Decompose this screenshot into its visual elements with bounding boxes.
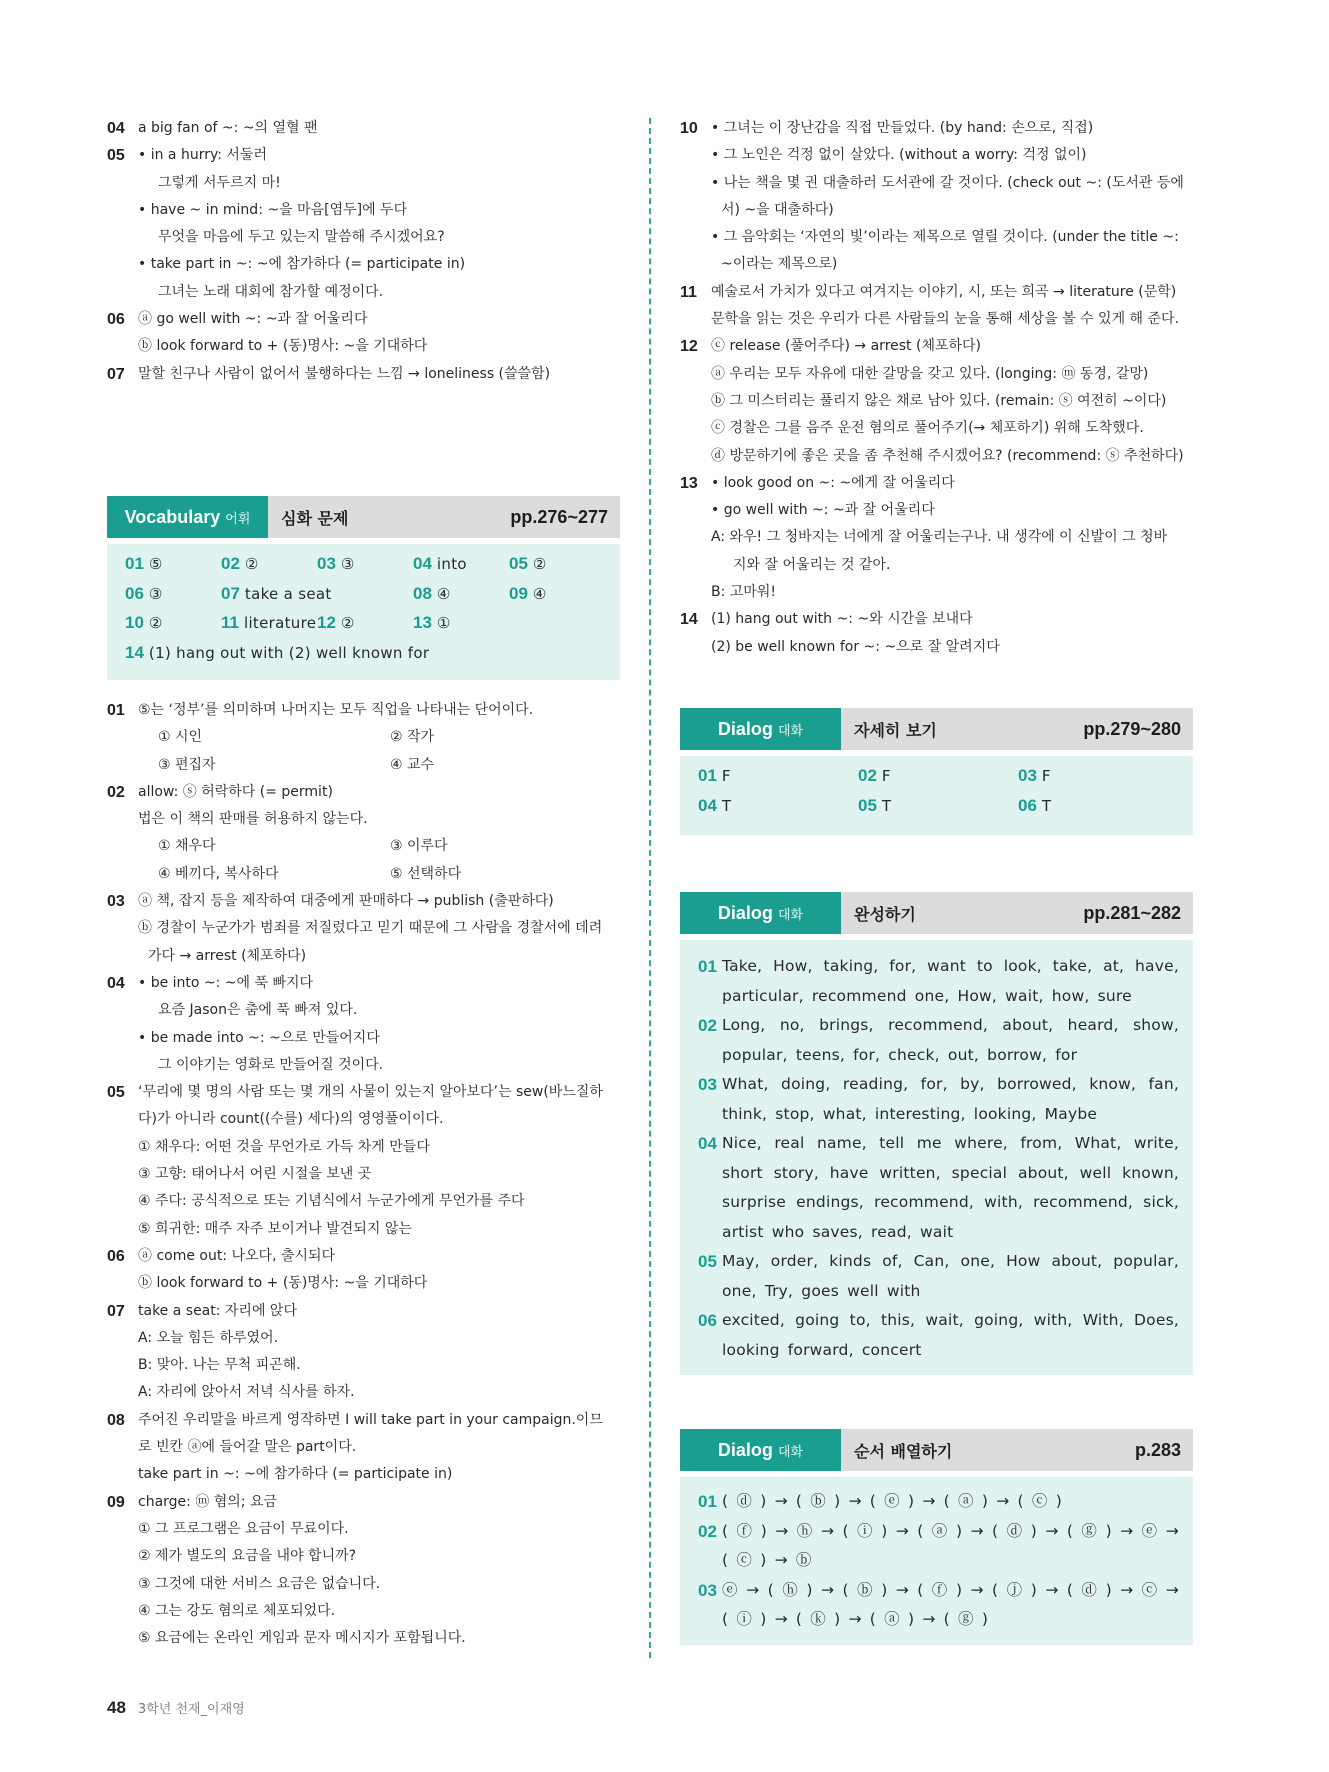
answer-line bbox=[138, 752, 622, 779]
answer-lines bbox=[138, 888, 622, 970]
dialog-complete-text: excited, going to, this, wait, going, with, With, Does, looking forward, concert bbox=[722, 1311, 1179, 1359]
dialog-order-text: ( ⓓ ) → ( ⓑ ) → ( ⓔ ) → ( ⓐ ) → ( ⓒ ) bbox=[722, 1492, 1063, 1510]
dialog-detail-number: 06 bbox=[1018, 795, 1037, 815]
vocab-answer-number: 05 bbox=[509, 554, 528, 573]
dialog-detail-value: T bbox=[881, 796, 892, 815]
answer-line: ⓑ look forward to + (동)명사: ~을 기대하다 bbox=[138, 1275, 428, 1292]
answer-line: (1) hang out with ~: ~와 시간을 보내다 bbox=[711, 611, 973, 628]
vocab-answer-number: 10 bbox=[125, 613, 144, 632]
vocab-section-tab bbox=[107, 496, 268, 538]
dialog-complete-tab-sublabel: 대화 bbox=[777, 907, 804, 923]
vocab-section bbox=[107, 496, 620, 680]
vocab-answer-value: ① bbox=[436, 614, 451, 632]
answer-line: ⓐ come out: 나오다, 출시되다 bbox=[138, 1247, 336, 1264]
answer-line: ⓐ 우리는 모두 자유에 대한 갈망을 갖고 있다. (longing: ⓜ 동경, 갈망) bbox=[711, 365, 1149, 382]
answer-line: ⓑ 그 미스터리는 풀리지 않은 채로 남아 있다. (remain: ⓢ 여전히 ~이다) bbox=[711, 392, 1167, 409]
vocab-answer-number: 04 bbox=[413, 554, 432, 573]
vocab-answer bbox=[125, 613, 163, 633]
vocab-answer-number: 07 bbox=[221, 583, 240, 603]
vocab-answer-value: ② bbox=[532, 555, 547, 573]
answer-line: (2) be well known for ~: ~으로 잘 알려지다 bbox=[711, 638, 1000, 655]
answer-line: ③ 그것에 대한 서비스 요금은 없습니다. bbox=[138, 1575, 381, 1592]
answer-choice: ④ 교수 bbox=[390, 756, 435, 773]
dialog-complete-text: Long, no, brings, recommend, about, heard, show, popular, teens, for, check, out, borrow, for bbox=[722, 1016, 1179, 1064]
answer-lines bbox=[711, 333, 1195, 469]
dialog-detail-answer bbox=[698, 796, 858, 816]
vocab-section-pages: pp.276~277 bbox=[510, 506, 608, 527]
dialog-complete-entry bbox=[698, 1129, 1179, 1247]
answer-entry bbox=[680, 115, 1195, 279]
answer-line: 그 이야기는 영화로 만들어질 것이다. bbox=[158, 1056, 384, 1073]
vocab-answer-number: 01 bbox=[125, 554, 144, 573]
vocab-answer bbox=[221, 554, 259, 574]
dialog-order-answer-box bbox=[680, 1477, 1193, 1645]
answer-number: 05 bbox=[107, 1084, 125, 1102]
answer-entry bbox=[107, 306, 622, 361]
dialog-detail-header bbox=[680, 708, 1193, 750]
answer-line: • 그 음악회는 ‘자연의 빛’이라는 제목으로 열릴 것이다. (under the title ~: bbox=[711, 229, 1179, 246]
answer-number: 13 bbox=[680, 474, 698, 492]
vocab-answer bbox=[221, 613, 316, 633]
dialog-detail-title: 자세히 보기 bbox=[854, 720, 937, 740]
answer-lines bbox=[138, 1407, 622, 1489]
answer-line: ⑤는 ‘정부’를 의미하며 나머지는 모두 직업을 나타내는 단어이다. bbox=[138, 702, 534, 718]
vocab-answer-value: into bbox=[436, 555, 467, 573]
vocab-section-header bbox=[107, 496, 620, 538]
dialog-complete-pages: pp.281~282 bbox=[1083, 902, 1181, 923]
dialog-complete-text: What, doing, reading, for, by, borrowed, know, fan, think, stop, what, interesting, looking, Maybe bbox=[722, 1075, 1179, 1123]
answer-line: • have ~ in mind: ~을 마음[염두]에 두다 bbox=[138, 201, 408, 218]
vocab-answer bbox=[509, 554, 547, 574]
dialog-order-text: ⓔ → ( ⓗ ) → ( ⓑ ) → ( ⓕ ) → ( ⓙ ) → ( ⓓ ) → ⓒ → ( ⓘ ) → ( ⓚ ) → ( ⓐ ) → ( ⓖ ) bbox=[722, 1580, 1179, 1628]
answer-entry bbox=[680, 279, 1195, 334]
answer-choice: ③ 이루다 bbox=[390, 838, 448, 855]
vocab-tab-sublabel: 어휘 bbox=[225, 511, 251, 527]
answer-entry bbox=[107, 1079, 622, 1243]
answer-line: • look good on ~: ~에게 잘 어울리다 bbox=[711, 474, 955, 491]
answer-number: 07 bbox=[107, 1302, 125, 1320]
answer-entry bbox=[107, 888, 622, 970]
answer-line: ⓓ 방문하기에 좋은 곳을 좀 추천해 주시겠어요? (recommend: ⓢ 추천하다) bbox=[711, 447, 1184, 464]
vocab-answer-value: ② bbox=[340, 614, 355, 632]
dialog-order-title: 순서 배열하기 bbox=[854, 1441, 953, 1461]
answer-number: 08 bbox=[107, 1411, 125, 1429]
answer-line bbox=[138, 724, 622, 751]
dialog-order-header bbox=[680, 1429, 1193, 1471]
answer-number: 10 bbox=[680, 120, 698, 137]
answer-lines bbox=[138, 697, 622, 779]
dialog-detail-value: F bbox=[881, 767, 891, 785]
dialog-complete-text: Take, How, taking, for, want to look, take, at, have, particular, recommend one, How, wait, how, sure bbox=[722, 957, 1179, 1005]
vocab-answer bbox=[413, 584, 451, 604]
answer-choice: ① 채우다 bbox=[158, 838, 216, 855]
answer-lines bbox=[138, 1243, 622, 1298]
vocab-answer-value: ④ bbox=[532, 584, 547, 603]
vocab-answer bbox=[413, 613, 451, 633]
vocab-answer bbox=[317, 554, 355, 574]
answer-number: 04 bbox=[107, 120, 125, 137]
answer-number: 06 bbox=[107, 311, 125, 329]
answer-number: 12 bbox=[680, 338, 698, 356]
dialog-detail-tab bbox=[680, 708, 841, 750]
answer-line: • go well with ~: ~과 잘 어울리다 bbox=[711, 502, 935, 519]
answer-number: 04 bbox=[107, 974, 125, 992]
vocab-answer bbox=[317, 613, 355, 633]
dialog-order-pages: p.283 bbox=[1134, 1439, 1181, 1460]
dialog-detail-section bbox=[680, 708, 1193, 835]
vocab-answer-number: 13 bbox=[413, 613, 432, 632]
answer-entry bbox=[107, 970, 622, 1079]
answer-lines bbox=[138, 1489, 622, 1653]
answer-line: ⓐ 책, 잡지 등을 제작하여 대중에게 판매하다 → publish (출판하다) bbox=[138, 893, 554, 910]
answer-entry bbox=[107, 1243, 622, 1298]
dialog-complete-number: 02 bbox=[698, 1016, 717, 1035]
answer-line: ‘무리에 몇 명의 사람 또는 몇 개의 사물이 있는지 알아보다’는 sew(바느질하 bbox=[138, 1084, 603, 1101]
answer-choice: ③ 편집자 bbox=[158, 756, 216, 773]
vocab-row bbox=[125, 584, 606, 614]
answer-lines bbox=[711, 606, 1195, 661]
answer-line: • 그녀는 이 장난감을 직접 만들었다. (by hand: 손으로, 직접) bbox=[711, 120, 1094, 136]
answer-line: • 나는 책을 몇 권 대출하러 도서관에 갈 것이다. (check out ~: (도서관 등에 bbox=[711, 174, 1184, 191]
answer-lines bbox=[138, 1298, 622, 1407]
answer-entry bbox=[107, 115, 622, 142]
answer-line: 그렇게 서두르지 마! bbox=[158, 174, 281, 191]
answer-number: 07 bbox=[107, 365, 125, 383]
answer-line: 무엇을 마음에 두고 있는지 말씀해 주시겠어요? bbox=[158, 229, 445, 246]
answer-line: take a seat: 자리에 앉다 bbox=[138, 1302, 297, 1319]
answer-entry bbox=[107, 1407, 622, 1489]
dialog-detail-value: F bbox=[1041, 767, 1051, 785]
answer-line: 다)가 아니라 count((수를) 세다)의 영영풀이이다. bbox=[138, 1111, 444, 1128]
dialog-detail-value: F bbox=[721, 767, 731, 785]
answer-line bbox=[138, 861, 622, 888]
answer-line: 예술로서 가치가 있다고 여겨지는 이야기, 시, 또는 희곡 → literature (문학) bbox=[711, 283, 1177, 300]
answer-line: A: 자리에 앉아서 저녁 식사를 하자. bbox=[138, 1384, 355, 1401]
answer-line: • in a hurry: 서둘러 bbox=[138, 147, 267, 164]
answer-line: a big fan of ~: ~의 열혈 팬 bbox=[138, 120, 318, 136]
dialog-complete-number: 04 bbox=[698, 1134, 717, 1153]
answer-entry bbox=[107, 361, 622, 388]
dialog-complete-number: 01 bbox=[698, 957, 717, 976]
dialog-detail-tab-sublabel: 대화 bbox=[777, 723, 804, 739]
dialog-detail-number: 04 bbox=[698, 795, 717, 815]
answer-line: 가다 → arrest (체포하다) bbox=[148, 947, 307, 964]
answer-line: 문학을 읽는 것은 우리가 다른 사람들의 눈을 통해 세상을 볼 수 있게 해 준다. bbox=[711, 311, 1180, 328]
answer-line: 주어진 우리말을 바르게 영작하면 I will take part in your campaign.이므 bbox=[138, 1411, 603, 1428]
vocab-answer bbox=[221, 584, 332, 604]
answer-line: B: 맞아. 나는 무척 피곤해. bbox=[138, 1357, 301, 1374]
answer-number: 09 bbox=[107, 1493, 125, 1511]
answer-line: ① 그 프로그램은 요금이 무료이다. bbox=[138, 1520, 349, 1537]
vocab-answer-value: ③ bbox=[148, 584, 163, 603]
answer-number: 02 bbox=[107, 783, 125, 801]
dialog-order-number: 02 bbox=[698, 1521, 717, 1541]
footer-text: 3학년 천재_이재영 bbox=[137, 1702, 245, 1717]
vocab-answer-number: 14 bbox=[125, 642, 144, 662]
answer-line: 요즘 Jason은 춤에 푹 빠져 있다. bbox=[158, 1002, 358, 1019]
vocab-answer-number: 02 bbox=[221, 554, 240, 573]
dialog-detail-answer bbox=[1018, 766, 1178, 786]
answer-line: ⑤ 희귀한: 매주 자주 보이거나 발견되지 않는 bbox=[138, 1220, 412, 1237]
dialog-detail-number: 05 bbox=[858, 795, 877, 815]
answer-line: 로 빈칸 ⓐ에 들어갈 말은 part이다. bbox=[138, 1439, 357, 1456]
answer-line bbox=[138, 833, 622, 860]
answer-entry bbox=[680, 606, 1195, 661]
dialog-complete-number: 05 bbox=[698, 1252, 717, 1271]
vocab-answer bbox=[125, 643, 429, 663]
dialog-complete-answer-box bbox=[680, 940, 1193, 1375]
dialog-detail-value: T bbox=[721, 796, 732, 815]
vocab-answer-value: ③ bbox=[340, 555, 355, 573]
dialog-order-number: 03 bbox=[698, 1580, 717, 1600]
answer-number: 01 bbox=[107, 702, 125, 719]
answer-choice: ④ 베끼다, 복사하다 bbox=[158, 865, 279, 882]
column-divider bbox=[649, 118, 651, 1658]
answer-line: ⑤ 요금에는 온라인 게임과 문자 메시지가 포함됩니다. bbox=[138, 1630, 466, 1647]
answer-number: 03 bbox=[107, 893, 125, 911]
answer-line: ② 제가 별도의 요금을 내야 합니까? bbox=[138, 1548, 357, 1565]
vocab-answer-number: 12 bbox=[317, 613, 336, 632]
vocab-answer-number: 11 bbox=[221, 613, 239, 632]
dialog-complete-title: 완성하기 bbox=[854, 904, 916, 924]
answer-number: 14 bbox=[680, 611, 698, 629]
dialog-order-tab bbox=[680, 1429, 841, 1471]
answer-entry bbox=[107, 1489, 622, 1653]
vocab-row bbox=[125, 554, 606, 584]
vocab-answer-value: (1) hang out with (2) well known for bbox=[148, 643, 430, 662]
answer-choice: ⑤ 선택하다 bbox=[390, 865, 462, 882]
answer-line: take part in ~: ~에 참가하다 (= participate in) bbox=[138, 1466, 453, 1483]
answer-lines bbox=[138, 142, 622, 306]
dialog-order-number: 01 bbox=[698, 1492, 717, 1511]
right-column bbox=[680, 115, 1195, 661]
dialog-complete-text: Nice, real name, tell me where, from, What, write, short story, have written, special about, well known, surprise endings, recommend, with, recommend, sick, artist who saves, read, wait bbox=[722, 1134, 1179, 1241]
vocab-section-title: 심화 문제 bbox=[281, 508, 349, 528]
dialog-complete-text: May, order, kinds of, Can, one, How about, popular, one, Try, goes well with bbox=[722, 1252, 1179, 1300]
dialog-complete-tab bbox=[680, 892, 841, 934]
page-number: 48 bbox=[107, 1698, 126, 1717]
answer-entry bbox=[107, 142, 622, 306]
left-top-answers bbox=[107, 115, 622, 388]
vocab-answer-number: 03 bbox=[317, 554, 336, 573]
answer-line: ⓒ 경찰은 그를 음주 운전 혐의로 풀어주기(→ 체포하기) 위해 도착했다. bbox=[711, 420, 1144, 437]
answer-line: ⓑ 경찰이 누군가가 범죄를 저질렀다고 믿기 때문에 그 사람을 경찰서에 데려 bbox=[138, 920, 603, 937]
vocab-row bbox=[125, 613, 606, 643]
dialog-detail-answer bbox=[858, 766, 1018, 786]
vocab-answer-value: take a seat bbox=[244, 584, 332, 603]
left-column bbox=[107, 115, 622, 388]
answer-line: allow: ⓢ 허락하다 (= permit) bbox=[138, 783, 333, 800]
answer-line: • take part in ~: ~에 참가하다 (= participate in) bbox=[138, 256, 466, 273]
vocab-answer-number: 06 bbox=[125, 583, 144, 603]
dialog-order-entry bbox=[698, 1576, 1179, 1635]
vocab-row bbox=[125, 643, 606, 673]
answer-line: ~이라는 제목으로) bbox=[721, 256, 838, 273]
answer-line: ⓑ look forward to + (동)명사: ~을 기대하다 bbox=[138, 338, 428, 355]
dialog-detail-value: T bbox=[1041, 796, 1052, 815]
answer-entry bbox=[107, 697, 622, 779]
answer-line: • be made into ~: ~으로 만들어지다 bbox=[138, 1029, 380, 1046]
answer-choice: ① 시인 bbox=[158, 729, 203, 746]
answer-choice: ② 작가 bbox=[390, 729, 435, 746]
answer-lines bbox=[138, 970, 622, 1079]
vocab-tab-label: Vocabulary bbox=[124, 506, 221, 527]
answer-number: 11 bbox=[680, 283, 697, 301]
dialog-complete-tab-label: Dialog bbox=[717, 902, 773, 923]
answer-line: A: 오늘 힘든 하루였어. bbox=[138, 1329, 279, 1346]
dialog-detail-number: 02 bbox=[858, 766, 877, 785]
answer-entry bbox=[107, 779, 622, 888]
dialog-order-tab-sublabel: 대화 bbox=[777, 1444, 804, 1460]
right-top-answers bbox=[680, 115, 1195, 661]
dialog-detail-answer bbox=[858, 796, 1018, 816]
dialog-order-entry bbox=[698, 1487, 1179, 1517]
answer-line: • 그 노인은 걱정 없이 살았다. (without a worry: 걱정 없이) bbox=[711, 147, 1087, 164]
vocab-answer-value: literature bbox=[243, 614, 317, 632]
answer-line: • be into ~: ~에 푹 빠지다 bbox=[138, 974, 314, 991]
left-bottom-answers bbox=[107, 697, 622, 1652]
dialog-detail-answer bbox=[1018, 796, 1178, 816]
answer-lines bbox=[138, 1079, 622, 1243]
answer-line: B: 고마워! bbox=[711, 584, 776, 601]
dialog-order-tab-label: Dialog bbox=[717, 1439, 773, 1460]
dialog-detail-answer-box bbox=[680, 756, 1193, 835]
dialog-complete-entry bbox=[698, 1011, 1179, 1070]
answer-line: 그녀는 노래 대회에 참가할 예정이다. bbox=[158, 283, 384, 300]
answer-line: ③ 고향: 태어나서 어린 시절을 보낸 곳 bbox=[138, 1166, 372, 1183]
dialog-detail-number: 03 bbox=[1018, 766, 1037, 785]
dialog-complete-entry bbox=[698, 952, 1179, 1011]
answer-entry bbox=[680, 333, 1195, 469]
answer-line: 지와 잘 어울리는 것 같아. bbox=[733, 556, 891, 573]
answer-line: ④ 그는 강도 혐의로 체포되었다. bbox=[138, 1602, 336, 1619]
vocab-answer-value: ④ bbox=[436, 584, 451, 603]
dialog-complete-section bbox=[680, 892, 1193, 1375]
answer-line: 법은 이 책의 판매를 허용하지 않는다. bbox=[138, 811, 368, 828]
answer-line: ① 채우다: 어떤 것을 무언가로 가득 차게 만들다 bbox=[138, 1138, 430, 1155]
vocab-answer bbox=[125, 584, 163, 604]
answer-number: 06 bbox=[107, 1247, 125, 1265]
answer-line: 서) ~을 대출하다) bbox=[721, 201, 834, 218]
dialog-detail-pages: pp.279~280 bbox=[1083, 718, 1181, 739]
dialog-complete-entry bbox=[698, 1247, 1179, 1306]
answer-number: 05 bbox=[107, 147, 125, 165]
dialog-detail-row bbox=[698, 796, 1179, 826]
answer-line: A: 와우! 그 청바지는 너에게 잘 어울리는구나. 내 생각에 이 신발이 그 청바 bbox=[711, 529, 1168, 546]
answer-lines bbox=[711, 279, 1195, 334]
vocab-answer-value: ② bbox=[148, 614, 163, 632]
dialog-detail-row bbox=[698, 766, 1179, 796]
answer-line: charge: ⓜ 혐의; 요금 bbox=[138, 1493, 278, 1510]
vocab-answer-number: 08 bbox=[413, 583, 432, 603]
answer-line: ⓒ release (풀어주다) → arrest (체포하다) bbox=[711, 338, 982, 355]
vocab-answer-box bbox=[107, 544, 620, 680]
answer-lines bbox=[138, 779, 622, 888]
vocab-answer-value: ⑤ bbox=[148, 555, 163, 573]
answer-lines bbox=[711, 470, 1195, 606]
dialog-detail-number: 01 bbox=[698, 766, 717, 785]
answer-lines bbox=[138, 115, 622, 142]
answer-entry bbox=[680, 470, 1195, 606]
answer-entry bbox=[107, 1298, 622, 1407]
dialog-detail-answer bbox=[698, 766, 858, 786]
answer-lines bbox=[138, 361, 622, 388]
answer-lines bbox=[138, 306, 622, 361]
answer-line: ⓐ go well with ~: ~과 잘 어울리다 bbox=[138, 311, 368, 328]
dialog-complete-number: 03 bbox=[698, 1075, 717, 1094]
dialog-detail-tab-label: Dialog bbox=[717, 718, 773, 739]
vocab-answer bbox=[125, 554, 163, 574]
vocab-answer bbox=[509, 584, 547, 604]
answer-line: 말할 친구나 사람이 없어서 불행하다는 느낌 → loneliness (쓸쓸함) bbox=[138, 365, 551, 382]
vocab-answer bbox=[413, 554, 467, 574]
dialog-complete-entry bbox=[698, 1306, 1179, 1365]
dialog-order-entry bbox=[698, 1517, 1179, 1576]
page-footer bbox=[107, 1698, 245, 1718]
answer-lines bbox=[711, 115, 1195, 279]
vocab-answer-value: ② bbox=[244, 555, 259, 573]
dialog-complete-header bbox=[680, 892, 1193, 934]
dialog-order-text: ( ⓕ ) → ⓗ → ( ⓘ ) → ( ⓐ ) → ( ⓓ ) → ( ⓖ ) → ⓔ → ( ⓒ ) → ⓑ bbox=[722, 1521, 1179, 1569]
dialog-complete-entry bbox=[698, 1070, 1179, 1129]
answer-line: ④ 주다: 공식적으로 또는 기념식에서 누군가에게 무언가를 주다 bbox=[138, 1193, 525, 1210]
vocab-answer-number: 09 bbox=[509, 583, 528, 603]
dialog-complete-number: 06 bbox=[698, 1311, 717, 1330]
dialog-order-section bbox=[680, 1429, 1193, 1645]
